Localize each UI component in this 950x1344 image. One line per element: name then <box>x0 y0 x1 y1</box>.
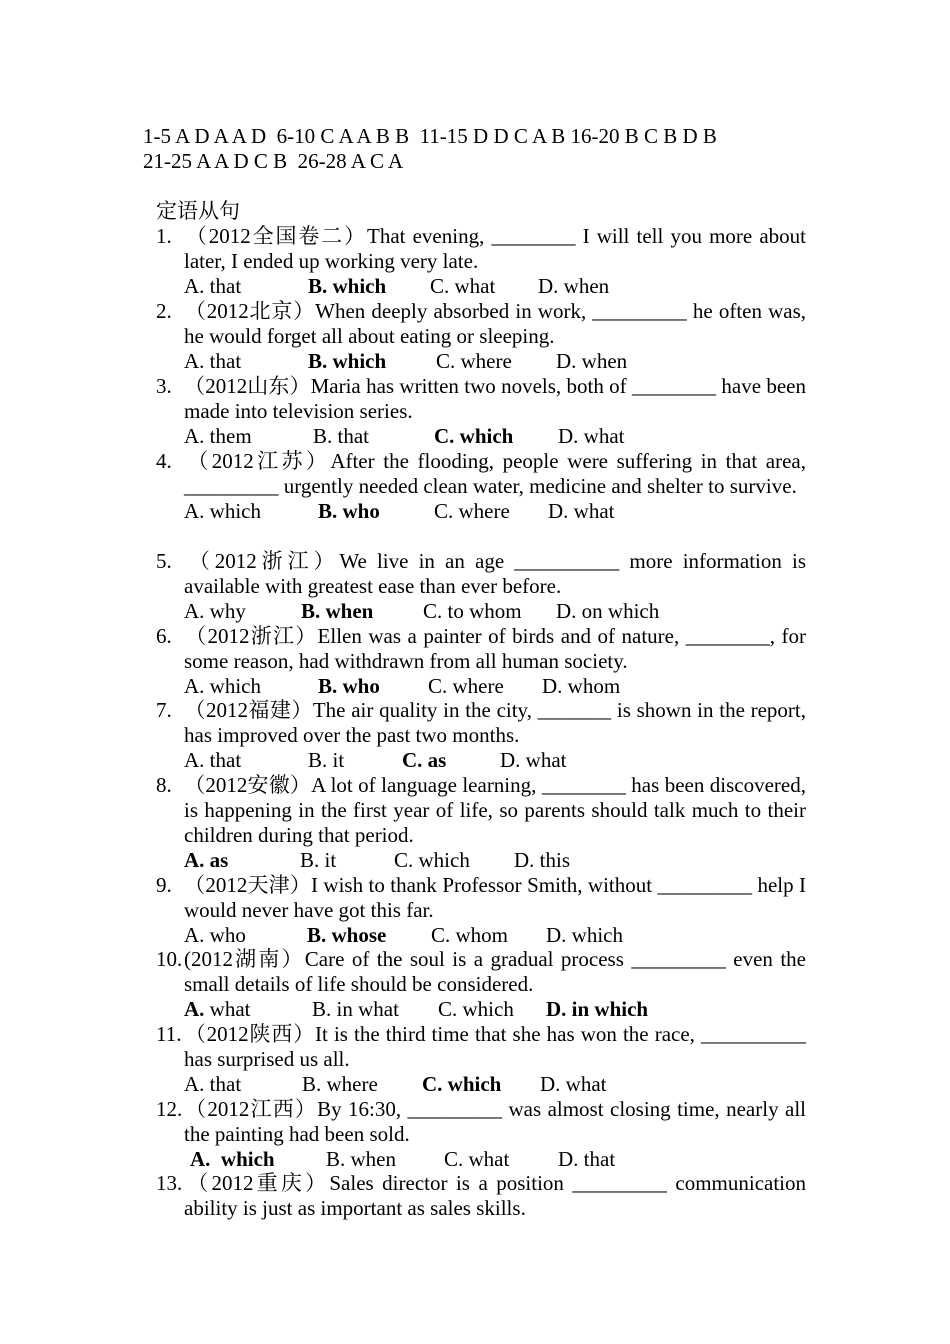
question-stem <box>156 1171 806 1221</box>
question-number: 6. <box>156 624 172 648</box>
question-stem <box>156 698 806 748</box>
answer-option: B. when <box>301 599 374 623</box>
question-item <box>156 549 806 624</box>
answer-option: C. as <box>402 748 447 772</box>
question-source: （2012重庆） <box>184 1171 330 1195</box>
question-stem <box>156 873 806 923</box>
answer-option: A. that <box>184 1072 242 1096</box>
question-item <box>156 947 806 1022</box>
question-text: By 16:30, _________ was almost closing time, nearly all the painting had been sold. <box>184 1097 806 1146</box>
question-source: （2012浙江） <box>184 549 340 573</box>
question-stem <box>156 549 806 599</box>
answer-option: A. who <box>184 923 246 947</box>
question-text: I wish to thank Professor Smith, without _________ help I would never have got this far. <box>184 873 807 922</box>
answer-option: C. what <box>430 274 496 298</box>
answer-option: B. which <box>308 349 387 373</box>
question-text: After the flooding, people were suffering in that area, _________ urgently needed clean water, medicine and shelter to survive. <box>184 449 807 498</box>
question-stem <box>156 773 806 848</box>
answer-option: C. which <box>394 848 470 872</box>
answer-option: B. that <box>313 424 369 448</box>
answer-option: D. in which <box>546 997 649 1021</box>
answer-option: B. it <box>300 848 337 872</box>
answer-option: C. where <box>436 349 512 373</box>
answer-options <box>156 674 806 699</box>
question-source: （2012天津） <box>184 873 312 897</box>
answer-options <box>156 424 806 449</box>
question-item <box>156 624 806 699</box>
question-stem <box>156 1097 806 1147</box>
answer-options <box>156 1147 806 1172</box>
question-number: 8. <box>156 773 172 797</box>
answer-option: A. which <box>184 499 261 523</box>
answer-option: D. what <box>558 424 625 448</box>
answer-option-text: what <box>204 997 251 1021</box>
answer-option: B. who <box>318 674 380 698</box>
question-text: Maria has written two novels, both of ________ have been made into television series. <box>184 374 806 423</box>
question-source: （2012陕西） <box>184 1022 316 1046</box>
answer-option: A. that <box>184 349 242 373</box>
answer-options <box>156 599 806 624</box>
question-item <box>156 449 806 524</box>
question-number: 2. <box>156 299 172 323</box>
question-item <box>156 1097 806 1172</box>
answer-options <box>156 499 806 524</box>
question-stem <box>156 224 806 274</box>
answer-option: C. whom <box>431 923 509 947</box>
question-source: （2012福建） <box>184 698 313 722</box>
answer-options <box>156 923 806 948</box>
question-stem <box>156 449 806 499</box>
answer-option: D. on which <box>556 599 660 623</box>
question-stem <box>156 299 806 349</box>
answer-option: A. that <box>184 748 242 772</box>
answer-option: C. which <box>438 997 514 1021</box>
answer-option: D. this <box>514 848 571 872</box>
question-number: 1. <box>156 224 172 248</box>
question-text: Sales director is a position _________ communication ability is just as important as sales skills. <box>184 1171 807 1220</box>
question-source: （2012安徽） <box>184 773 312 797</box>
question-text: Ellen was a painter of birds and of nature, ________, for some reason, had withdrawn from all human society. <box>184 624 806 673</box>
answer-option: A. that <box>184 274 242 298</box>
answer-options <box>156 848 806 873</box>
answer-option: A. what <box>184 997 251 1021</box>
answer-option: D. what <box>540 1072 607 1096</box>
answer-option: C. what <box>444 1147 510 1171</box>
question-text: That evening, ________ I will tell you more about later, I ended up working very late. <box>184 224 806 273</box>
question-stem <box>156 624 806 674</box>
question-item <box>156 1022 806 1097</box>
answer-option: B. when <box>326 1147 396 1171</box>
answer-option: B. whose <box>307 923 387 947</box>
answer-option: A. as <box>184 848 229 872</box>
question-number: 3. <box>156 374 172 398</box>
question-item <box>156 1171 806 1221</box>
answer-option: D. that <box>558 1147 616 1171</box>
question-source: （2012全国卷二） <box>184 224 367 248</box>
answer-option: B. who <box>318 499 380 523</box>
answer-options <box>156 1072 806 1097</box>
question-number: 11. <box>156 1022 182 1046</box>
question-number: 4. <box>156 449 172 473</box>
question-item <box>156 299 806 374</box>
question-source: （2012江西） <box>184 1097 318 1121</box>
question-number: 10. <box>156 947 183 971</box>
answer-options <box>156 274 806 299</box>
question-source: （2012江苏） <box>184 449 331 473</box>
question-number: 5. <box>156 549 172 573</box>
question-item <box>156 698 806 773</box>
question-number: 9. <box>156 873 172 897</box>
question-item <box>156 374 806 449</box>
question-item <box>156 873 806 948</box>
question-source: （2012北京） <box>184 299 316 323</box>
question-text: The air quality in the city, _______ is shown in the report, has improved over the past two months. <box>184 698 807 747</box>
answer-option: C. to whom <box>423 599 522 623</box>
answer-options <box>156 349 806 374</box>
question-number: 12. <box>156 1097 183 1121</box>
answer-option: A. which <box>184 674 261 698</box>
question-stem <box>156 374 806 424</box>
answer-options <box>156 997 806 1022</box>
question-source: （2012浙江） <box>184 624 318 648</box>
answer-option: C. which <box>422 1072 502 1096</box>
section-title: 定语从句 <box>156 199 240 223</box>
question-text: We live in an age __________ more information is available with greatest ease than ever before. <box>184 549 807 598</box>
answer-option: C. where <box>434 499 510 523</box>
question-text: It is the third time that she has won the race, __________ has surprised us all. <box>184 1022 807 1071</box>
answer-option: C. where <box>428 674 504 698</box>
answer-option: D. what <box>500 748 567 772</box>
answer-key-line-2: 21-25 A A D C B 26-28 A C A <box>143 149 404 173</box>
answer-option: D. when <box>556 349 628 373</box>
question-stem <box>156 947 806 997</box>
answer-option: B. where <box>302 1072 378 1096</box>
answer-option: A. which <box>190 1147 275 1171</box>
question-item <box>156 773 806 873</box>
answer-option: D. when <box>538 274 610 298</box>
answer-key-line-1: 1-5 A D A A D 6-10 C A A B B 11-15 D D C A B 16-20 B C B D B <box>143 124 717 148</box>
answer-option: B. it <box>308 748 345 772</box>
answer-option: B. in what <box>312 997 399 1021</box>
question-source: （2012山东） <box>184 374 311 398</box>
answer-option: C. which <box>434 424 514 448</box>
question-text: Care of the soul is a gradual process _________ even the small details of life should be considered. <box>184 947 806 996</box>
answer-option: B. which <box>308 274 387 298</box>
question-item <box>156 224 806 299</box>
answer-option: D. whom <box>542 674 621 698</box>
question-text: When deeply absorbed in work, _________ he often was, he would forget all about eating or sleeping. <box>184 299 807 348</box>
answer-option: A. them <box>184 424 252 448</box>
answer-option: A. why <box>184 599 246 623</box>
question-number: 13. <box>156 1171 183 1195</box>
question-source: (2012湖南） <box>184 947 305 971</box>
answer-option: D. what <box>548 499 615 523</box>
question-stem <box>156 1022 806 1072</box>
question-text: A lot of language learning, ________ has been discovered, is happening in the first year of life, so parents should talk much to their children during that period. <box>184 773 806 847</box>
answer-options <box>156 748 806 773</box>
answer-option: D. which <box>546 923 623 947</box>
question-number: 7. <box>156 698 172 722</box>
